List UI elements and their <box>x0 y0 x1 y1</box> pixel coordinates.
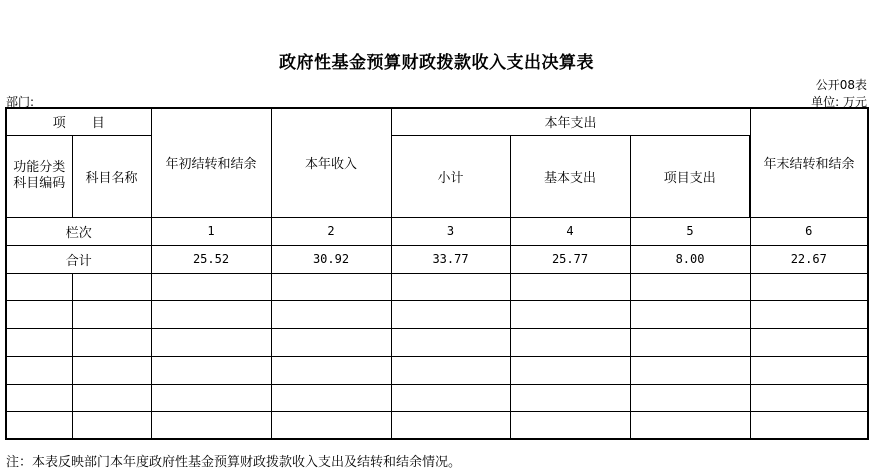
total-project: 8.00 <box>630 245 750 273</box>
column-index: 6 <box>750 217 868 245</box>
form-code: 公开08表 <box>815 78 867 92</box>
column-index: 4 <box>510 217 630 245</box>
header-item-name: 科目名称 <box>72 135 151 217</box>
footnote: 注：本表反映部门本年度政府性基金预算财政拨款收入支出及结转和结余情况。 <box>6 455 462 470</box>
total-closing-balance: 22.67 <box>750 245 868 273</box>
column-index: 2 <box>271 217 391 245</box>
table-row <box>6 384 868 411</box>
column-index: 5 <box>630 217 750 245</box>
header-subtotal: 小计 <box>391 135 510 217</box>
budget-table <box>5 107 869 440</box>
header-expenditure: 本年支出 <box>391 108 750 135</box>
header-item: 项 目 <box>6 108 151 135</box>
table-row <box>6 411 868 439</box>
page-title: 政府性基金预算财政拨款收入支出决算表 <box>279 53 594 73</box>
header-opening-balance: 年初结转和结余 <box>151 108 271 217</box>
header-closing-balance: 年末结转和结余 <box>750 108 868 217</box>
total-income: 30.92 <box>271 245 391 273</box>
header-project: 项目支出 <box>630 135 750 217</box>
total-subtotal: 33.77 <box>391 245 510 273</box>
table-row <box>6 273 868 300</box>
total-opening-balance: 25.52 <box>151 245 271 273</box>
column-index: 3 <box>391 217 510 245</box>
table-row <box>6 356 868 384</box>
unit-label: 单位: 万元 <box>811 95 867 109</box>
header-income: 本年收入 <box>271 108 391 217</box>
table-row <box>6 328 868 356</box>
total-basic: 25.77 <box>510 245 630 273</box>
header-basic: 基本支出 <box>510 135 630 217</box>
total-label: 合计 <box>6 245 151 273</box>
total-row <box>6 245 868 273</box>
column-index: 1 <box>151 217 271 245</box>
column-index-label: 栏次 <box>6 217 151 245</box>
department-label: 部门: <box>6 95 35 109</box>
table-row <box>6 300 868 328</box>
header-func-code: 功能分类科目编码 <box>6 135 72 217</box>
